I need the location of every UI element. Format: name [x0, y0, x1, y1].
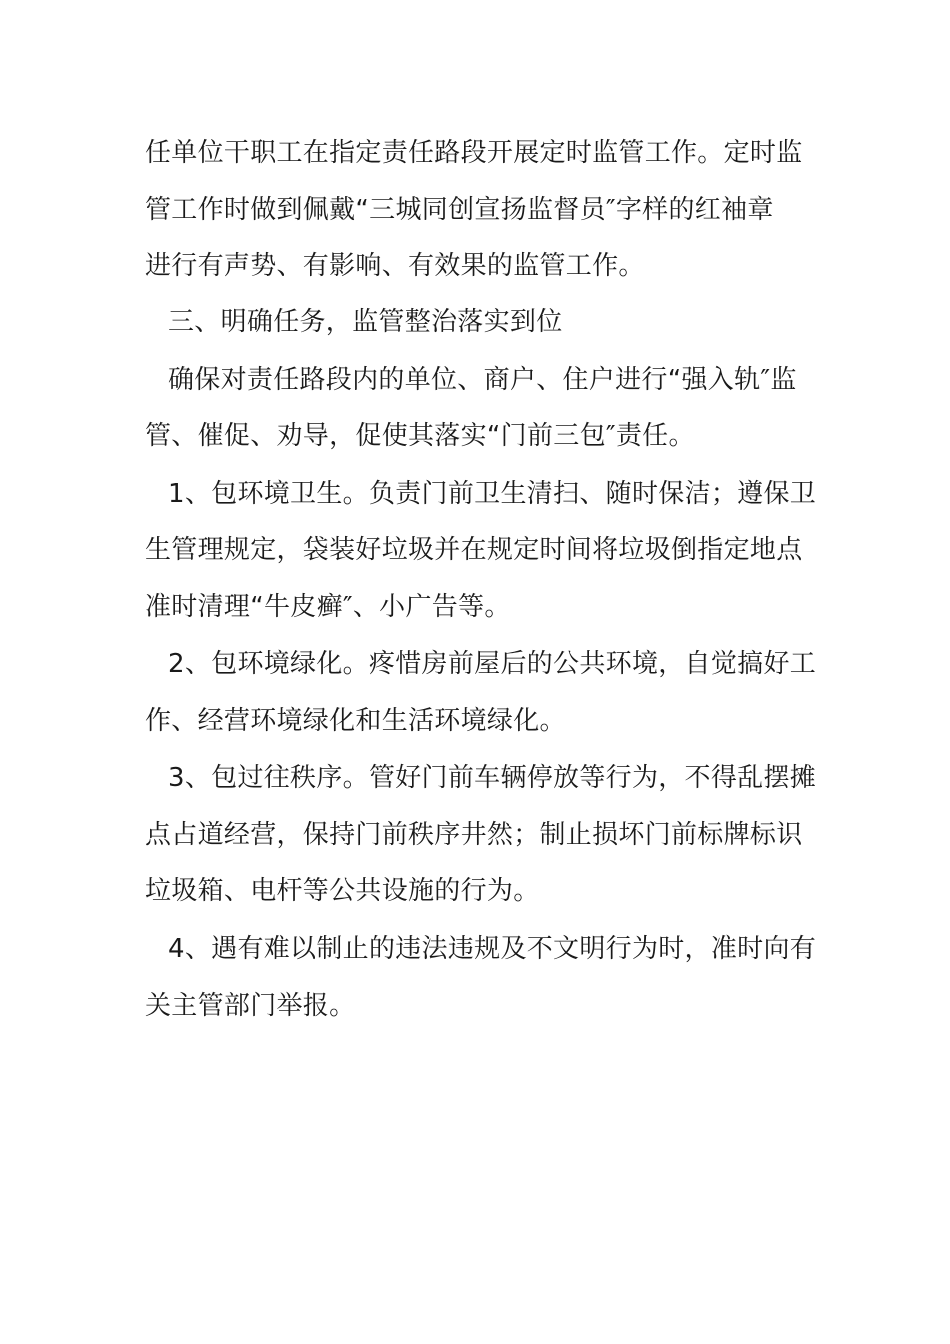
- text-line: 准时清理“牛皮癣″、小广告等。: [145, 592, 511, 622]
- text-line: 生管理规定，袋装好垃圾并在规定时间将垃圾倒指定地点: [145, 535, 803, 565]
- section-heading: 三、明确任务，监管整治落实到位: [168, 307, 563, 337]
- text-line: 2、包环境绿化。疼惜房前屋后的公共环境，自觉搞好工: [168, 649, 817, 679]
- text-line: 进行有声势、有影响、有效果的监管工作。: [145, 251, 645, 281]
- text-line: 确保对责任路段内的单位、商户、住户进行“强入轨″监: [168, 365, 797, 395]
- text-line: 作、经营环境绿化和生活环境绿化。: [145, 706, 566, 736]
- text-line: 1、包环境卫生。负责门前卫生清扫、随时保洁；遵保卫: [168, 479, 817, 509]
- text-line: 任单位干职工在指定责任路段开展定时监管工作。定时监: [145, 138, 803, 168]
- text-line: 垃圾箱、电杆等公共设施的行为。: [145, 876, 540, 906]
- text-line: 关主管部门举报。: [145, 991, 356, 1021]
- text-line: 管工作时做到佩戴“三城同创宣扬监督员″字样的红袖章: [145, 195, 774, 225]
- text-line: 4、遇有难以制止的违法违规及不文明行为时，准时向有: [168, 934, 817, 964]
- text-line: 管、催促、劝导，促使其落实“门前三包″责任。: [145, 421, 695, 451]
- text-line: 点占道经营，保持门前秩序井然；制止损坏门前标牌标识: [145, 820, 803, 850]
- text-line: 3、包过往秩序。管好门前车辆停放等行为，不得乱摆摊: [168, 763, 817, 793]
